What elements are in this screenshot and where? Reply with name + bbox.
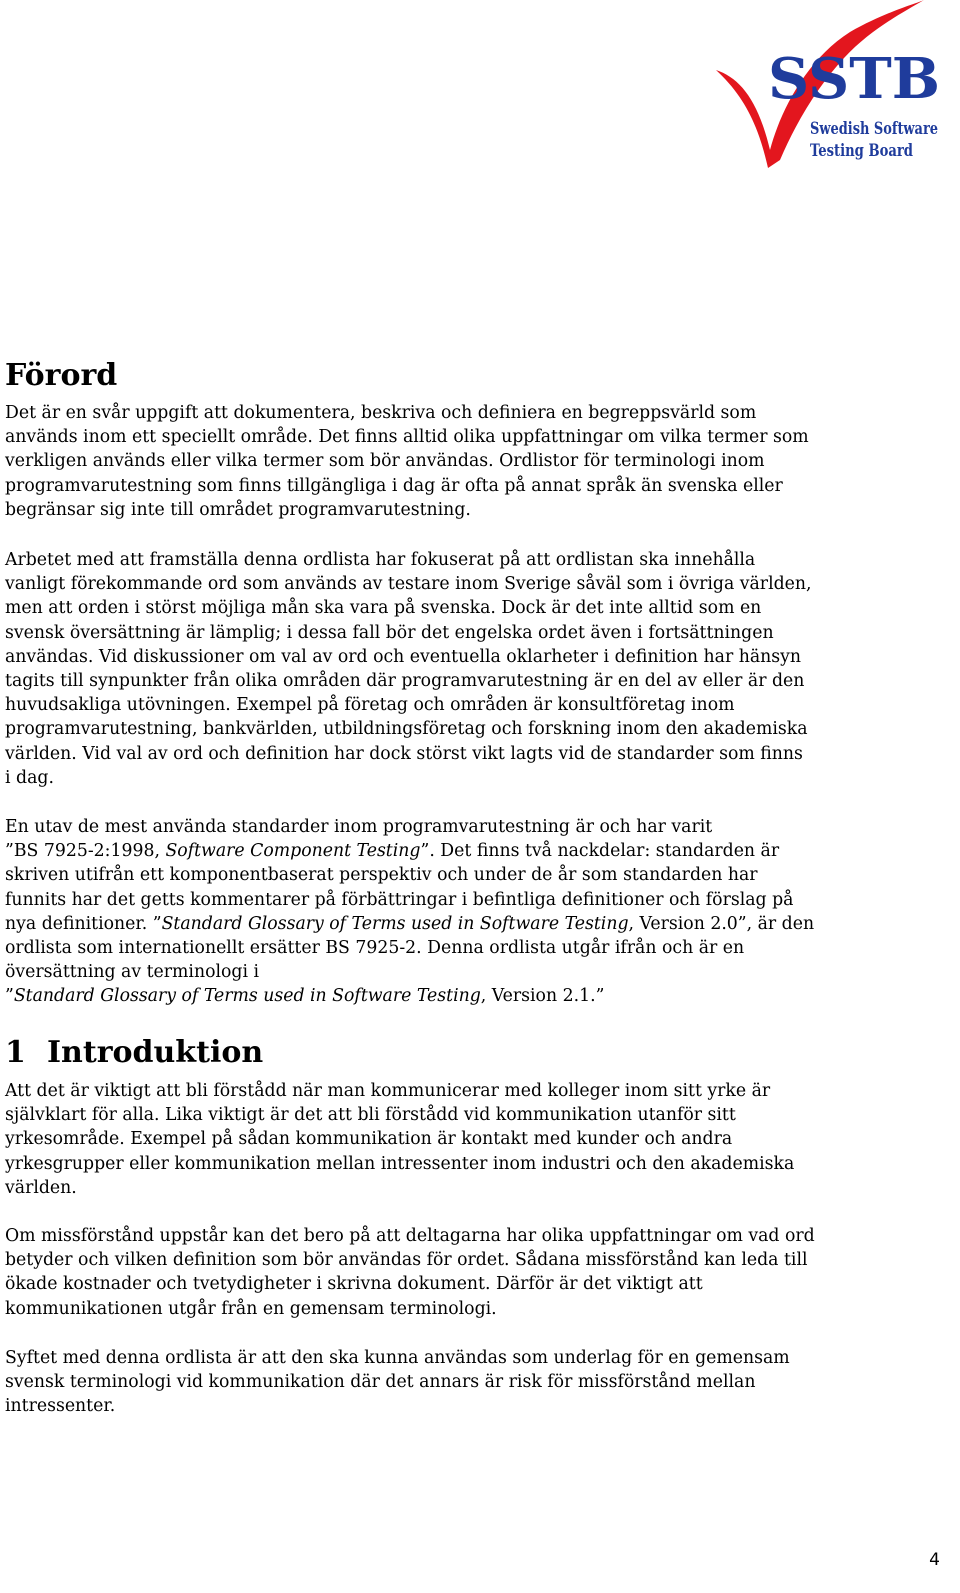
text-line: tagits till synpunkter från olika områden där programvarutestning är en del av eller är den <box>5 671 805 692</box>
text-line: betyder och vilken definition som bör användas för ordet. Sådana missförstånd kan leda till <box>5 1250 808 1271</box>
text-line: intressenter. <box>5 1396 116 1417</box>
text-line: ökade kostnader och tvetydigheter i skrivna dokument. Därför är det viktigt att <box>5 1274 703 1295</box>
text-line: svensk översättning är lämplig; i dessa fall bör det engelska ordet även i fortsättningen <box>5 622 774 643</box>
logo-line1: Swedish Software <box>810 119 939 139</box>
text-line: översättning av terminologi i <box>5 962 260 983</box>
text-line: begränsar sig inte till området programvarutestning. <box>5 499 471 520</box>
text-line: ”BS 7925-2:1998, Software Component Testing”. Det finns två nackdelar: standarden är <box>5 841 780 862</box>
text-line: kommunikationen utgår från en gemensam terminologi. <box>5 1298 497 1319</box>
text-line: En utav de mest använda standarder inom programvarutestning är och har varit <box>5 817 713 837</box>
text-line: Det är en svår uppgift att dokumentera, beskriva och definiera en begreppsvärld som <box>5 403 757 423</box>
logo-acronym: SSTB <box>768 46 940 112</box>
heading-introduktion <box>5 1033 263 1073</box>
intro-paragraph-1 <box>5 1079 950 1200</box>
text-line: i dag. <box>5 767 54 788</box>
text-line: Om missförstånd uppstår kan det bero på att deltagarna har olika uppfattningar om vad ord <box>5 1226 815 1246</box>
glossary-title: Standard Glossary of Terms used in Software Testing <box>13 986 481 1007</box>
text-line: verkligen används eller vilka termer som bör användas. Ordlistor för terminologi inom <box>5 451 765 472</box>
sstb-logo <box>710 0 960 170</box>
heading-forord: Förord <box>5 358 118 393</box>
standard-title: Software Component Testing <box>165 841 421 862</box>
text-line: vanligt förekommande ord som används av testare inom Sverige såväl som i övriga världen, <box>5 574 812 595</box>
intro-paragraph-3 <box>5 1346 950 1419</box>
text-line: yrkesområde. Exempel på sådan kommunikation är kontakt med kunder och andra <box>5 1129 733 1150</box>
section-title: Introduktion <box>47 1035 264 1070</box>
forord-paragraph-3 <box>5 815 950 1009</box>
forord-paragraph-2 <box>5 548 950 790</box>
text-line: yrkesgrupper eller kommunikation mellan intressenter inom industri och den akademiska <box>5 1153 795 1174</box>
glossary-title: Standard Glossary of Terms used in Software Testing <box>161 913 629 934</box>
text-line: Syftet med denna ordlista är att den ska kunna användas som underlag för en gemensam <box>5 1348 790 1368</box>
text-line: programvarutestning, bankvärlden, utbildningsföretag och forskning inom den akademiska <box>5 719 808 740</box>
text-line: självklart för alla. Lika viktigt är det att bli förstådd vid kommunikation utanför sitt <box>5 1105 736 1126</box>
text-line: användas. Vid diskussioner om val av ord och eventuella oklarheter i definition har hänsyn <box>5 646 802 667</box>
text-line: huvudsakliga utövningen. Exempel på företag och områden är konsultföretag inom <box>5 695 735 716</box>
text-line: funnits har det getts kommentarer på förbättringar i befintliga definitioner och förslag på <box>5 889 794 910</box>
text-line: Att det är viktigt att bli förstådd när man kommunicerar med kolleger inom sitt yrke är <box>5 1081 771 1101</box>
text-line: skriven utifrån ett komponentbaserat perspektiv och under de år som standarden har <box>5 865 758 886</box>
text-line: men att orden i störst möjliga mån ska vara på svenska. Dock är det inte alltid som en <box>5 598 762 619</box>
intro-paragraph-2 <box>5 1224 950 1321</box>
text-line: programvarutestning som finns tillgängliga i dag är ofta på annat språk än svenska eller <box>5 475 783 496</box>
text-line: världen. Vid val av ord och definition har dock störst vikt lagts vid de standarder som finns <box>5 743 803 764</box>
text-line: svensk terminologi vid kommunikation där det annars är risk för missförstånd mellan <box>5 1372 756 1393</box>
forord-paragraph-1 <box>5 401 950 522</box>
logo-line2: Testing Board <box>810 141 914 161</box>
text-line: nya definitioner. ”Standard Glossary of Terms used in Software Testing, Version 2.0”, är den <box>5 913 815 934</box>
text-line: används inom ett speciellt område. Det finns alltid olika uppfattningar om vilka termer som <box>5 427 809 448</box>
text-line: världen. <box>5 1177 77 1198</box>
section-number: 1 <box>5 1035 26 1070</box>
text-line: ”Standard Glossary of Terms used in Software Testing, Version 2.1.” <box>5 986 605 1007</box>
page-number: 4 <box>929 1550 940 1570</box>
text-line: Arbetet med att framställa denna ordlista har fokuserat på att ordlistan ska innehålla <box>5 550 756 570</box>
text-line: ordlista som internationellt ersätter BS 7925-2. Denna ordlista utgår ifrån och är en <box>5 938 745 959</box>
